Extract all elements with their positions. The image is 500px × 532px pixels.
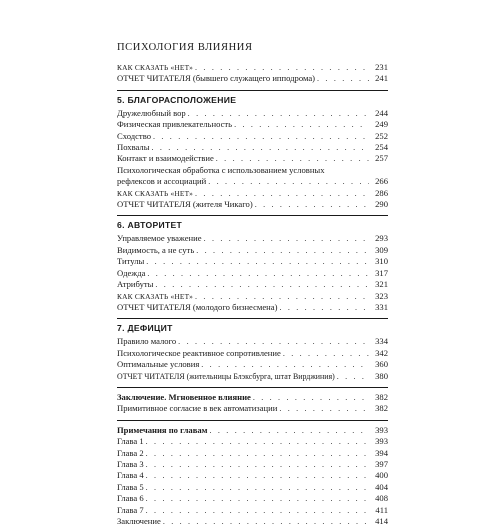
leader-dots xyxy=(195,62,369,73)
toc-entry xyxy=(117,448,388,459)
entry-page: 249 xyxy=(375,119,388,130)
leader-dots xyxy=(337,371,369,382)
entry-title: Глава 1 xyxy=(117,436,144,447)
toc-entry xyxy=(117,291,388,302)
toc-entry xyxy=(117,199,388,210)
entry-page: 382 xyxy=(375,403,388,414)
leader-dots xyxy=(151,142,369,153)
leader-dots xyxy=(279,403,369,414)
toc-entry xyxy=(117,108,388,119)
leader-dots xyxy=(163,516,369,527)
toc-entry xyxy=(117,403,388,414)
leader-dots xyxy=(234,119,369,130)
entry-page: 382 xyxy=(375,391,388,402)
leader-dots xyxy=(317,73,369,84)
toc-entry xyxy=(117,268,388,279)
entry-title: Видимость, а не суть xyxy=(117,244,195,255)
entry-page: 411 xyxy=(375,504,388,515)
toc-entry xyxy=(117,279,388,290)
toc-entry xyxy=(117,245,388,256)
leader-dots xyxy=(279,302,369,313)
entry-title: Примечания по главам xyxy=(117,424,208,435)
entry-page: 397 xyxy=(375,458,388,469)
leader-dots xyxy=(216,153,369,164)
leader-dots xyxy=(208,176,369,187)
entry-page: 290 xyxy=(375,199,388,210)
leader-dots xyxy=(255,199,369,210)
entry-title: Управляемое уважение xyxy=(117,233,202,244)
toc-entry xyxy=(117,62,388,73)
entry-page: 404 xyxy=(375,481,388,492)
entry-title: Глава 2 xyxy=(117,447,144,458)
entry-page: 286 xyxy=(375,187,388,198)
toc-entry xyxy=(117,336,388,347)
entry-page: 393 xyxy=(375,436,388,447)
toc-entry xyxy=(117,131,388,142)
entry-title: Глава 3 xyxy=(117,458,144,469)
toc-entry xyxy=(117,371,388,382)
toc-entry xyxy=(117,482,388,493)
toc-entry xyxy=(117,493,388,504)
entry-page: 323 xyxy=(375,290,388,301)
entry-title: Атрибуты xyxy=(117,279,154,290)
leader-dots xyxy=(153,131,369,142)
leader-dots xyxy=(195,291,369,302)
entry-title: Глава 6 xyxy=(117,493,144,504)
entry-page: 310 xyxy=(375,256,388,267)
entry-title: Глава 4 xyxy=(117,470,144,481)
entry-title: Глава 7 xyxy=(117,504,144,515)
entry-title: ОТЧЕТ ЧИТАТЕЛЯ (бывшего служащего ипподрома) xyxy=(117,73,316,84)
entry-page: 317 xyxy=(375,267,388,278)
chapter-divider xyxy=(117,90,388,91)
entry-title: ОТЧЕТ ЧИТАТЕЛЯ (молодого бизнесмена) xyxy=(117,301,278,312)
chapter-title: 5. БЛАГОРАСПОЛОЖЕНИЕ xyxy=(117,94,237,105)
toc-entry-multiline xyxy=(117,165,388,188)
entry-page: 231 xyxy=(375,62,388,72)
leader-dots xyxy=(147,268,369,279)
entry-title: Заключение xyxy=(117,516,161,526)
entry-page: 309 xyxy=(375,244,388,255)
leader-dots xyxy=(146,459,369,470)
toc-entry xyxy=(117,505,388,516)
leader-dots xyxy=(201,359,369,370)
toc-entry xyxy=(117,119,388,130)
toc-entry xyxy=(117,459,388,470)
toc-entry xyxy=(117,436,388,447)
leader-dots xyxy=(146,436,369,447)
leader-dots xyxy=(283,348,369,359)
toc-entry xyxy=(117,233,388,244)
table-of-contents xyxy=(117,62,388,527)
entry-title: Дружелюбный вор xyxy=(117,107,186,118)
leader-dots xyxy=(210,425,370,436)
entry-page: 414 xyxy=(375,516,388,526)
chapter-divider xyxy=(117,318,388,319)
entry-title: Одежда xyxy=(117,267,146,278)
toc-entry xyxy=(117,142,388,153)
leader-dots xyxy=(146,256,369,267)
running-head: ПСИХОЛОГИЯ ВЛИЯНИЯ xyxy=(117,42,253,53)
entry-title: Контакт и взаимодействие xyxy=(117,153,214,164)
entry-page: 360 xyxy=(375,359,388,370)
leader-dots xyxy=(146,505,369,516)
entry-title: Титулы xyxy=(117,256,145,267)
entry-title: КАК СКАЗАТЬ «НЕТ» xyxy=(117,291,194,301)
chapter-title: 6. АВТОРИТЕТ xyxy=(117,220,183,231)
toc-entry xyxy=(117,348,388,359)
toc-entry xyxy=(117,188,388,199)
leader-dots xyxy=(195,188,369,199)
entry-title: ОТЧЕТ ЧИТАТЕЛЯ (жительницы Блэксбурга, штат Вирджиния) xyxy=(117,371,335,381)
entry-title: Похвалы xyxy=(117,142,150,153)
chapter-divider xyxy=(117,215,388,216)
entry-title: Правило малого xyxy=(117,336,177,347)
leader-dots xyxy=(178,336,369,347)
entry-page: 254 xyxy=(375,142,388,153)
entry-page: 293 xyxy=(375,233,388,244)
leader-dots xyxy=(146,448,369,459)
leader-dots xyxy=(146,493,369,504)
entry-title: КАК СКАЗАТЬ «НЕТ» xyxy=(117,188,194,198)
leader-dots xyxy=(196,245,369,256)
leader-dots xyxy=(146,470,369,481)
entry-page: 342 xyxy=(375,347,388,358)
leader-dots xyxy=(155,279,369,290)
entry-title: ОТЧЕТ ЧИТАТЕЛЯ (жителя Чикаго) xyxy=(117,199,253,210)
toc-entry xyxy=(117,516,388,527)
entry-title: Заключение. Мгновенное влияние xyxy=(117,391,251,402)
entry-page: 266 xyxy=(375,176,388,187)
entry-page: 380 xyxy=(375,370,388,381)
entry-title-line1: Психологическая обработка с использованием условных xyxy=(117,164,325,175)
entry-page: 331 xyxy=(375,301,388,312)
entry-page: 400 xyxy=(375,470,388,481)
toc-entry xyxy=(117,470,388,481)
entry-page: 393 xyxy=(375,424,388,435)
entry-title: КАК СКАЗАТЬ «НЕТ» xyxy=(117,63,194,72)
entry-page: 244 xyxy=(375,107,388,118)
entry-title: Глава 5 xyxy=(117,481,144,492)
leader-dots xyxy=(253,392,369,403)
entry-page: 334 xyxy=(375,336,388,347)
toc-entry xyxy=(117,392,388,403)
chapter-title: 7. ДЕФИЦИТ xyxy=(117,323,173,334)
toc-entry xyxy=(117,256,388,267)
entry-page: 252 xyxy=(375,130,388,141)
entry-page: 241 xyxy=(375,73,388,84)
toc-entry xyxy=(117,359,388,370)
toc-entry xyxy=(117,153,388,164)
entry-title: Сходство xyxy=(117,130,151,141)
entry-page: 394 xyxy=(375,447,388,458)
entry-title: Примитивное согласие в век автоматизации xyxy=(117,403,278,414)
leader-dots xyxy=(204,233,369,244)
entry-title: Физическая привлекательность xyxy=(117,119,233,130)
entry-title: Оптимальные условия xyxy=(117,359,200,370)
toc-entry xyxy=(117,302,388,313)
toc-entry xyxy=(117,425,388,436)
leader-dots xyxy=(188,108,369,119)
entry-page: 257 xyxy=(375,153,388,164)
entry-page: 408 xyxy=(375,493,388,504)
leader-dots xyxy=(146,482,369,493)
entry-title: Психологическое реактивное сопротивление xyxy=(117,347,281,358)
toc-entry xyxy=(117,73,388,84)
entry-title-line2: рефлексов и ассоциаций xyxy=(117,176,207,187)
entry-page: 321 xyxy=(375,279,388,290)
